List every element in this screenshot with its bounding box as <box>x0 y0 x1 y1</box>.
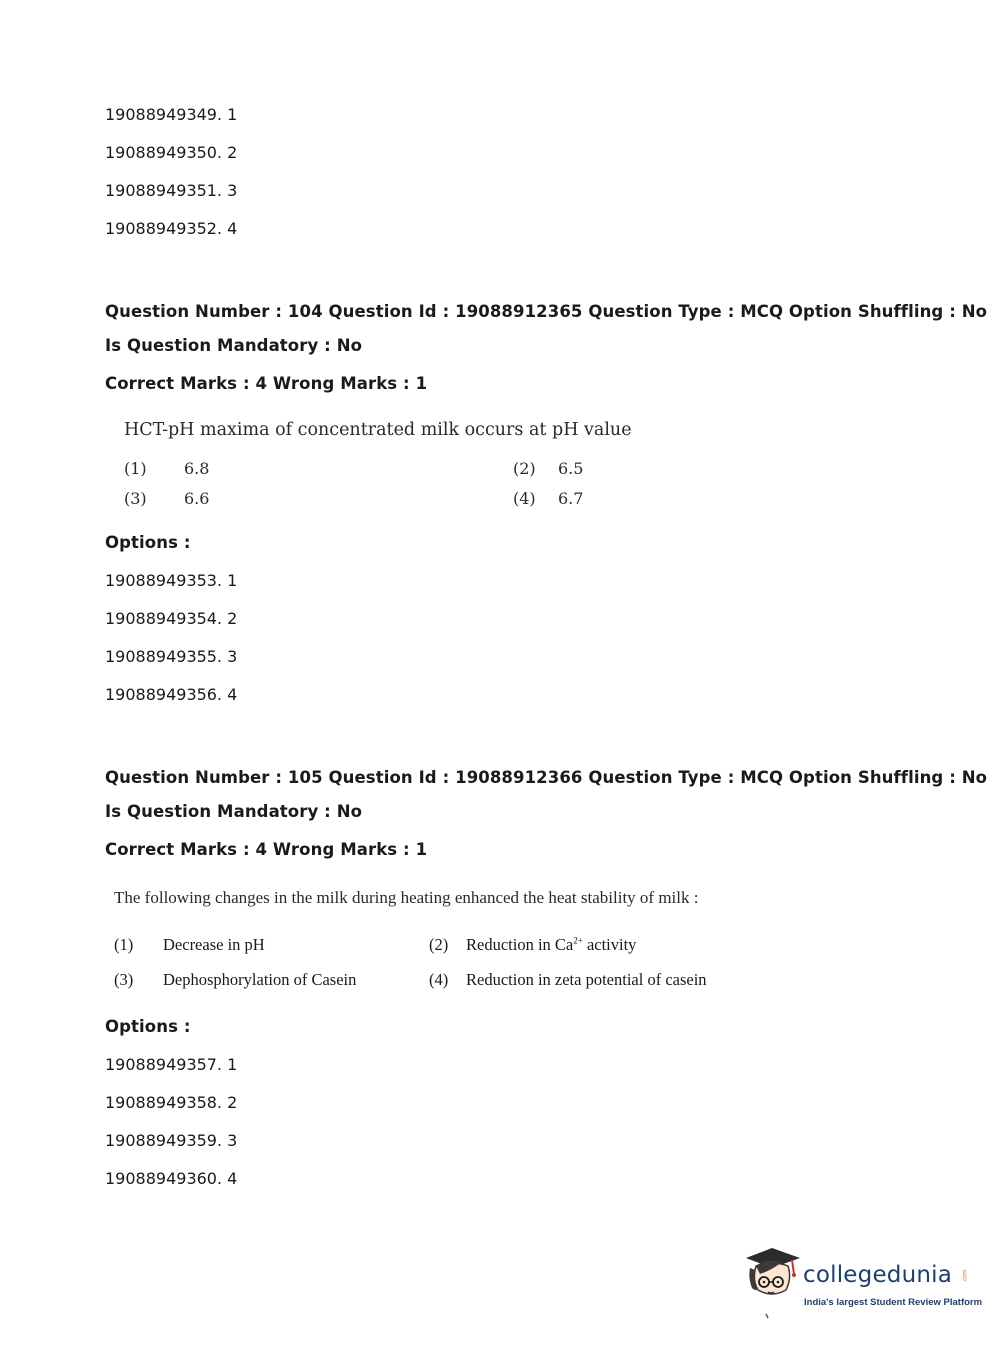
choice-number: (1) <box>124 459 147 478</box>
question-text: The following changes in the milk during heating enhanced the heat stability of milk : <box>114 888 699 907</box>
choice-number: (3) <box>114 970 134 989</box>
option-line: 19088949358. 2 <box>105 1093 238 1112</box>
question-marks: Correct Marks : 4 Wrong Marks : 1 <box>105 840 428 859</box>
choice-number: (3) <box>124 489 147 508</box>
option-line: 19088949355. 3 <box>105 647 238 666</box>
choice-number: (4) <box>429 970 449 989</box>
choice-text: Reduction in $Ca^{2+}$ activity <box>466 935 637 954</box>
option-line: 19088949351. 3 <box>105 181 238 200</box>
logo-domain: .com <box>962 1269 969 1283</box>
question-mandatory: Is Question Mandatory : No <box>105 802 363 821</box>
option-line: 19088949349. 1 <box>105 105 238 124</box>
options-label: Options : <box>105 1017 191 1036</box>
question-text: HCT-pH maxima of concentrated milk occurs at pH value <box>124 420 632 440</box>
choice-text: 6.7 <box>558 489 584 508</box>
question-header: Question Number : 105 Question Id : 19088912366 Question Type : MCQ Option Shuffling : No <box>105 768 988 787</box>
logo-tagline: India's largest Student Review Platform <box>804 1297 983 1308</box>
option-line: 19088949356. 4 <box>105 685 238 704</box>
question-marks: Correct Marks : 4 Wrong Marks : 1 <box>105 374 428 393</box>
option-line: 19088949360. 4 <box>105 1169 238 1188</box>
choice-text: 6.5 <box>558 459 584 478</box>
choice-number: (4) <box>513 489 536 508</box>
choice-text: Dephosphorylation of Casein <box>163 970 357 989</box>
option-line: 19088949350. 2 <box>105 143 238 162</box>
choice-text: Decrease in pH <box>163 935 265 954</box>
question-header: Question Number : 104 Question Id : 19088912365 Question Type : MCQ Option Shuffling : No <box>105 302 988 321</box>
option-line: 19088949359. 3 <box>105 1131 238 1150</box>
option-line: 19088949357. 1 <box>105 1055 238 1074</box>
choice-number: (2) <box>513 459 536 478</box>
choice-text: 6.8 <box>184 459 210 478</box>
options-label: Options : <box>105 533 191 552</box>
choice-number: (1) <box>114 935 134 954</box>
option-line: 19088949353. 1 <box>105 571 238 590</box>
choice-text: 6.6 <box>184 489 210 508</box>
logo-wordmark: collegedunia <box>803 1262 953 1288</box>
question-mandatory: Is Question Mandatory : No <box>105 336 363 355</box>
choice-number: (2) <box>429 935 449 954</box>
option-line: 19088949352. 4 <box>105 219 238 238</box>
option-line: 19088949354. 2 <box>105 609 238 628</box>
choice-text: Reduction in zeta potential of casein <box>466 970 707 989</box>
